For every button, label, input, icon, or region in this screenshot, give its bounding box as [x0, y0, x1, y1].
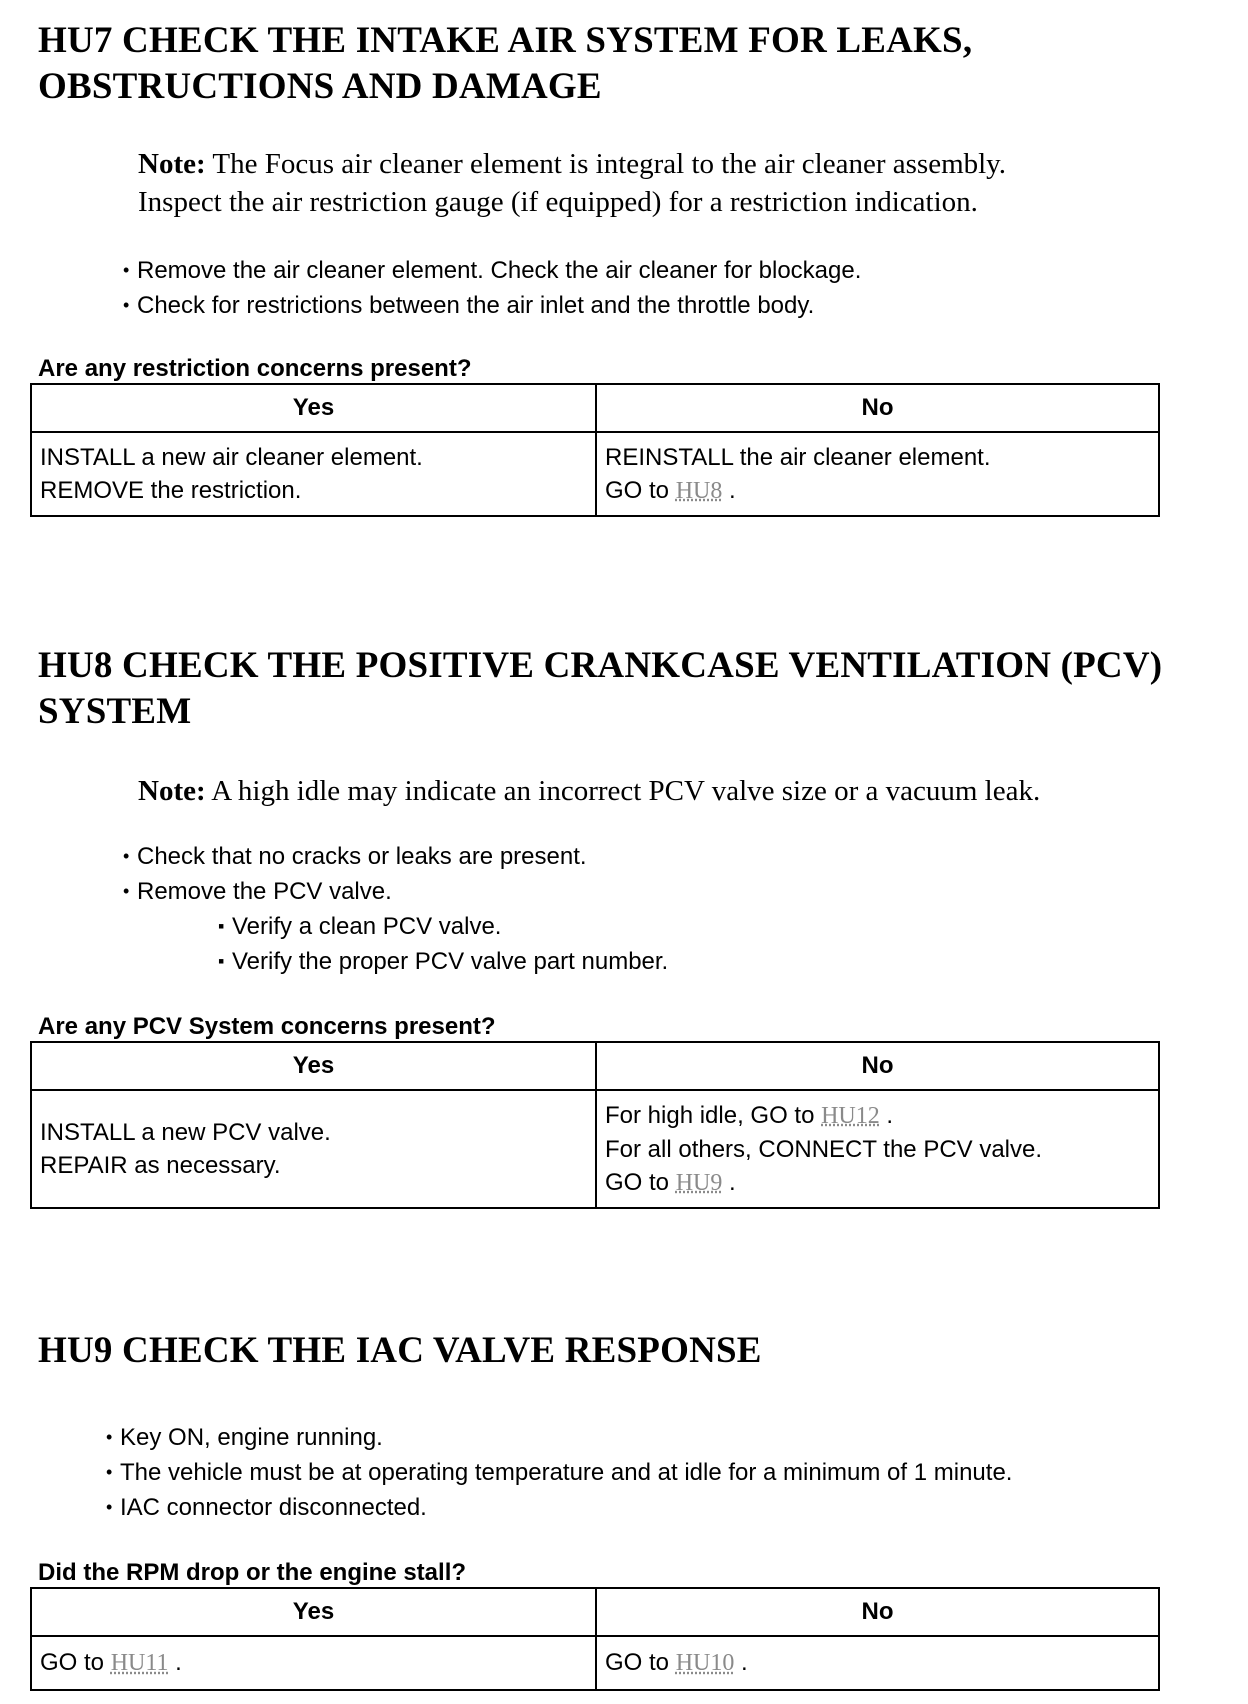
- hu9-answer-table: [30, 1587, 1160, 1691]
- no-cell: REINSTALL the air cleaner element. GO to HU8 .: [596, 432, 1159, 516]
- note-text: A high idle may indicate an incorrect PCV valve size or a vacuum leak.: [205, 775, 1041, 807]
- hu8-note: [138, 772, 1238, 810]
- hu8-answer-table: [30, 1041, 1160, 1209]
- note-text: The Focus air cleaner element is integral to the air cleaner assembly.: [205, 148, 1007, 180]
- hu9-title: HU9 CHECK THE IAC VALVE RESPONSE: [38, 1330, 762, 1371]
- hu8-title: [38, 643, 1238, 735]
- list-item: • IAC connector disconnected.: [106, 1490, 1238, 1525]
- section-hu8: [38, 643, 1238, 1209]
- no-header: No: [596, 1042, 1159, 1090]
- hu7-title: [38, 18, 1238, 110]
- hu7-title-line1: HU7 CHECK THE INTAKE AIR SYSTEM FOR LEAKS,: [38, 20, 973, 61]
- hu7-question: Are any restriction concerns present?: [38, 355, 472, 382]
- list-item: ▪ Verify the proper PCV valve part number.: [218, 944, 1238, 979]
- yes-cell: GO to HU11 .: [31, 1636, 596, 1690]
- yes-header: Yes: [31, 1588, 596, 1636]
- list-item: • Key ON, engine running.: [106, 1420, 1238, 1455]
- hu8-question: Are any PCV System concerns present?: [38, 1013, 496, 1040]
- list-item: • Remove the air cleaner element. Check the air cleaner for blockage.: [123, 253, 1238, 288]
- list-item: • The vehicle must be at operating temperature and at idle for a minimum of 1 minute.: [106, 1455, 1238, 1490]
- list-item: • Check that no cracks or leaks are present.: [123, 839, 1238, 874]
- note-label: Note:: [138, 775, 206, 807]
- hu7-bullet-list: [123, 253, 1238, 323]
- no-header: No: [596, 384, 1159, 432]
- no-cell: For high idle, GO to HU12 . For all others, CONNECT the PCV valve. GO to HU9 .: [596, 1090, 1159, 1208]
- note-label: Note:: [138, 148, 206, 180]
- link-hu11[interactable]: HU11: [110, 1650, 169, 1676]
- hu7-note: [138, 145, 1238, 221]
- no-header: No: [596, 1588, 1159, 1636]
- list-item: • Check for restrictions between the air inlet and the throttle body.: [123, 288, 1238, 323]
- link-hu8[interactable]: HU8: [675, 477, 723, 504]
- hu8-title-line2: SYSTEM: [38, 691, 192, 732]
- hu8-sub-list: [218, 909, 1238, 979]
- section-hu9: [38, 1328, 1238, 1691]
- list-item: • Remove the PCV valve. ▪ Verify a clean PCV valve. ▪ Verify the proper PCV valve part number.: [123, 874, 1238, 979]
- hu9-bullet-list: [106, 1420, 1238, 1525]
- hu7-answer-table: [30, 383, 1160, 517]
- link-hu9[interactable]: HU9: [675, 1169, 723, 1196]
- link-hu12[interactable]: HU12: [821, 1102, 880, 1129]
- hu8-bullet-list: [123, 839, 1238, 979]
- note-text: Inspect the air restriction gauge (if equipped) for a restriction indication.: [138, 186, 978, 218]
- link-hu10[interactable]: HU10: [675, 1650, 735, 1676]
- yes-cell: INSTALL a new air cleaner element. REMOVE the restriction.: [31, 432, 596, 516]
- no-cell: GO to HU10 .: [596, 1636, 1159, 1690]
- hu8-title-line1: HU8 CHECK THE POSITIVE CRANKCASE VENTILATION (PCV): [38, 645, 1163, 686]
- yes-header: Yes: [31, 1042, 596, 1090]
- section-hu7: [38, 18, 1238, 517]
- list-item: ▪ Verify a clean PCV valve.: [218, 909, 1238, 944]
- hu7-title-line2: OBSTRUCTIONS AND DAMAGE: [38, 66, 602, 107]
- yes-header: Yes: [31, 384, 596, 432]
- hu9-question: Did the RPM drop or the engine stall?: [38, 1559, 467, 1586]
- yes-cell: INSTALL a new PCV valve. REPAIR as necessary.: [31, 1090, 596, 1208]
